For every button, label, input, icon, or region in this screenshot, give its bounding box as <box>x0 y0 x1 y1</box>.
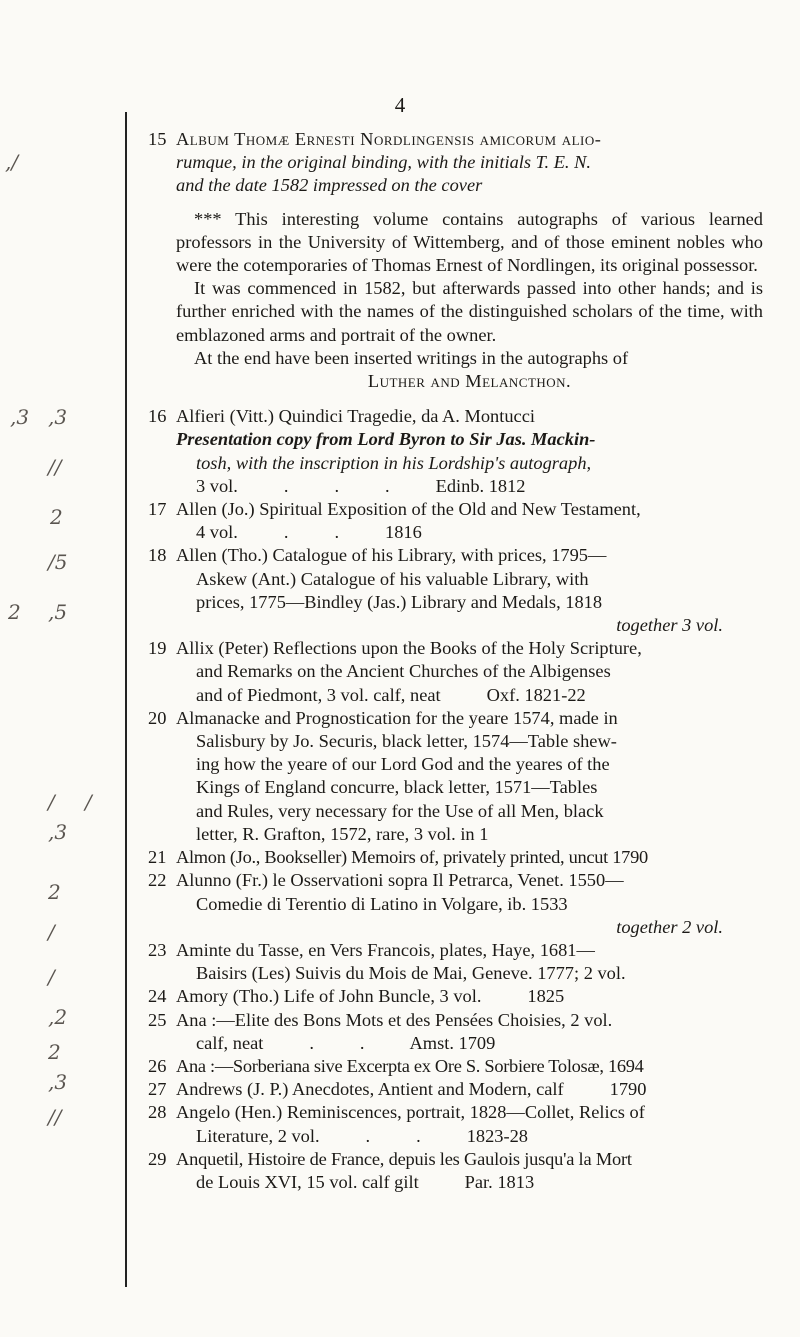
catalogue-entries <box>148 128 763 1194</box>
lot-number: 26 <box>148 1055 167 1076</box>
catalogue-entry <box>148 939 763 985</box>
note-paragraph: At the end have been inserted writings in the autographs of <box>194 347 629 368</box>
catalogue-entry <box>148 637 763 707</box>
margin-pencil-mark: / <box>48 965 55 989</box>
margin-pencil-mark: / <box>48 790 55 814</box>
entry-line: Salisbury by Jo. Securis, black letter, 1574—Table shew- <box>196 731 617 752</box>
catalogue-entry <box>148 985 763 1008</box>
margin-pencil-mark: 2 <box>50 505 63 529</box>
entry-line: Baisirs (Les) Suivis du Mois de Mai, Geneve. 1777; 2 vol. <box>196 963 626 984</box>
margin-pencil-mark: ,2 <box>48 1005 68 1029</box>
margin-pencil-mark: // <box>48 455 62 479</box>
entry-line: prices, 1775—Bindley (Jas.) Library and Medals, 1818 <box>196 591 603 612</box>
entry-line: de Louis XVI, 15 vol. calf gilt Par. 1813 <box>196 1171 535 1192</box>
catalogue-entry <box>148 707 763 846</box>
catalogue-entry <box>148 1101 763 1147</box>
catalogue-entry <box>148 1078 763 1101</box>
entry-line: Album Thomæ Ernesti Nordlingensis amicorum alio- <box>176 129 602 149</box>
margin-pencil-mark: ,3 <box>48 1070 68 1094</box>
entry-line: Almanacke and Prognostication for the yeare 1574, made in <box>176 707 618 728</box>
entry-line: Aminte du Tasse, en Vers Francois, plates, Haye, 1681— <box>176 939 595 960</box>
entry-line: Comedie di Terentio di Latino in Volgare, ib. 1533 <box>196 893 568 914</box>
entry-line: together 2 vol. <box>616 916 723 937</box>
lot-number: 20 <box>148 707 167 728</box>
margin-pencil-mark: /5 <box>48 550 68 574</box>
catalogue-entry <box>148 869 763 939</box>
margin-rule <box>125 112 127 1287</box>
margin-pencil-mark: / <box>85 790 92 814</box>
entry-note <box>148 208 763 394</box>
catalogue-entry <box>148 128 763 198</box>
lot-number: 21 <box>148 847 167 868</box>
catalogue-entry <box>148 1148 763 1194</box>
margin-pencil-mark: / <box>48 920 55 944</box>
entry-line: Ana :—Elite des Bons Mots et des Pensées Choisies, 2 vol. <box>176 1009 613 1030</box>
entry-line: Presentation copy from Lord Byron to Sir Jas. Mackin- <box>176 429 596 450</box>
entry-line: and Rules, very necessary for the Use of all Men, black <box>196 800 604 821</box>
lot-number: 17 <box>148 499 167 520</box>
lot-number: 28 <box>148 1102 167 1123</box>
lot-number: 24 <box>148 986 167 1007</box>
margin-pencil-mark: ,5 <box>48 600 68 624</box>
entry-line: 3 vol. . . . Edinb. 1812 <box>196 475 526 496</box>
entry-line: rumque, in the original binding, with the initials T. E. N. <box>176 152 591 173</box>
margin-pencil-mark: 2 <box>8 600 21 624</box>
entry-line: letter, R. Grafton, 1572, rare, 3 vol. in 1 <box>196 823 489 844</box>
margin-pencil-mark: 2 <box>48 1040 61 1064</box>
catalogue-entry <box>148 846 763 869</box>
lot-number: 29 <box>148 1148 167 1169</box>
entry-line: Allix (Peter) Reflections upon the Books of the Holy Scripture, <box>176 638 642 659</box>
entry-line: and Remarks on the Ancient Churches of the Albigenses <box>196 661 611 682</box>
catalogue-entry <box>148 1009 763 1055</box>
lot-number: 22 <box>148 870 167 891</box>
note-paragraph: Luther and Melancthon. <box>367 371 572 392</box>
catalogue-entry <box>148 498 763 544</box>
entry-line: ing how the yeare of our Lord God and the yeares of the <box>196 754 610 775</box>
entry-line: together 3 vol. <box>616 615 723 636</box>
entry-line: Kings of England concurre, black letter, 1571—Tables <box>196 777 598 798</box>
entry-line: Anquetil, Histoire de France, depuis les Gaulois jusqu'a la Mort <box>176 1148 632 1169</box>
entry-line: Angelo (Hen.) Reminiscences, portrait, 1828—Collet, Relics of <box>176 1102 645 1123</box>
lot-number: 25 <box>148 1009 167 1030</box>
page-number: 4 <box>394 93 406 117</box>
entry-line: and the date 1582 impressed on the cover <box>176 175 483 196</box>
catalogue-entry <box>148 405 763 498</box>
lot-number: 27 <box>148 1079 167 1100</box>
margin-pencil-mark: 2 <box>48 880 61 904</box>
margin-pencil-mark: ,3 <box>10 405 30 429</box>
catalogue-entry <box>148 1055 763 1078</box>
entry-line: Alunno (Fr.) le Osservationi sopra Il Petrarca, Venet. 1550— <box>176 870 624 891</box>
entry-line: Allen (Tho.) Catalogue of his Library, with prices, 1795— <box>176 545 607 566</box>
lot-number: 15 <box>148 129 167 149</box>
lot-number: 23 <box>148 939 167 960</box>
entry-line: Literature, 2 vol. . . 1823-28 <box>196 1125 529 1146</box>
entry-line: Alfieri (Vitt.) Quindici Tragedie, da A. Montucci <box>176 406 535 427</box>
entry-line: tosh, with the inscription in his Lordship's autograph, <box>196 452 592 473</box>
margin-pencil-mark: ,3 <box>48 405 68 429</box>
catalogue-entry <box>148 544 763 637</box>
entry-line: calf, neat . . Amst. 1709 <box>196 1032 496 1053</box>
lot-number: 18 <box>148 545 167 566</box>
lot-number: 19 <box>148 638 167 659</box>
margin-pencil-mark: ,3 <box>48 820 68 844</box>
note-paragraph: It was commenced in 1582, but afterwards passed into other hands; and is further enriched with the names of the distinguished scholars of the time, with emblazoned arms and portrait of the owner. <box>176 278 763 345</box>
margin-pencil-mark: // <box>48 1105 62 1129</box>
entry-line: Amory (Tho.) Life of John Buncle, 3 vol. 1825 <box>176 986 565 1007</box>
entry-line: 4 vol. . . 1816 <box>196 522 422 543</box>
entry-line: Almon (Jo., Bookseller) Memoirs of, privately printed, uncut 1790 <box>176 847 648 868</box>
lot-number: 16 <box>148 406 167 427</box>
entry-line: and of Piedmont, 3 vol. calf, neat Oxf. 1821-22 <box>196 684 586 705</box>
note-paragraph: *** This interesting volume contains autographs of various learned professors in the University of Wittemberg, and of those eminent nobles who were the cotemporaries of Thomas Ernest of Nordlingen, its original possessor. <box>176 208 763 276</box>
margin-pencil-mark: ,/ <box>5 150 19 174</box>
entry-line: Andrews (J. P.) Anecdotes, Antient and Modern, calf 1790 <box>176 1079 647 1100</box>
entry-line: Ana :—Sorberiana sive Excerpta ex Ore S. Sorbiere Tolosæ, 1694 <box>176 1055 644 1076</box>
entry-line: Askew (Ant.) Catalogue of his valuable Library, with <box>196 568 589 589</box>
entry-line: Allen (Jo.) Spiritual Exposition of the Old and New Testament, <box>176 499 641 520</box>
